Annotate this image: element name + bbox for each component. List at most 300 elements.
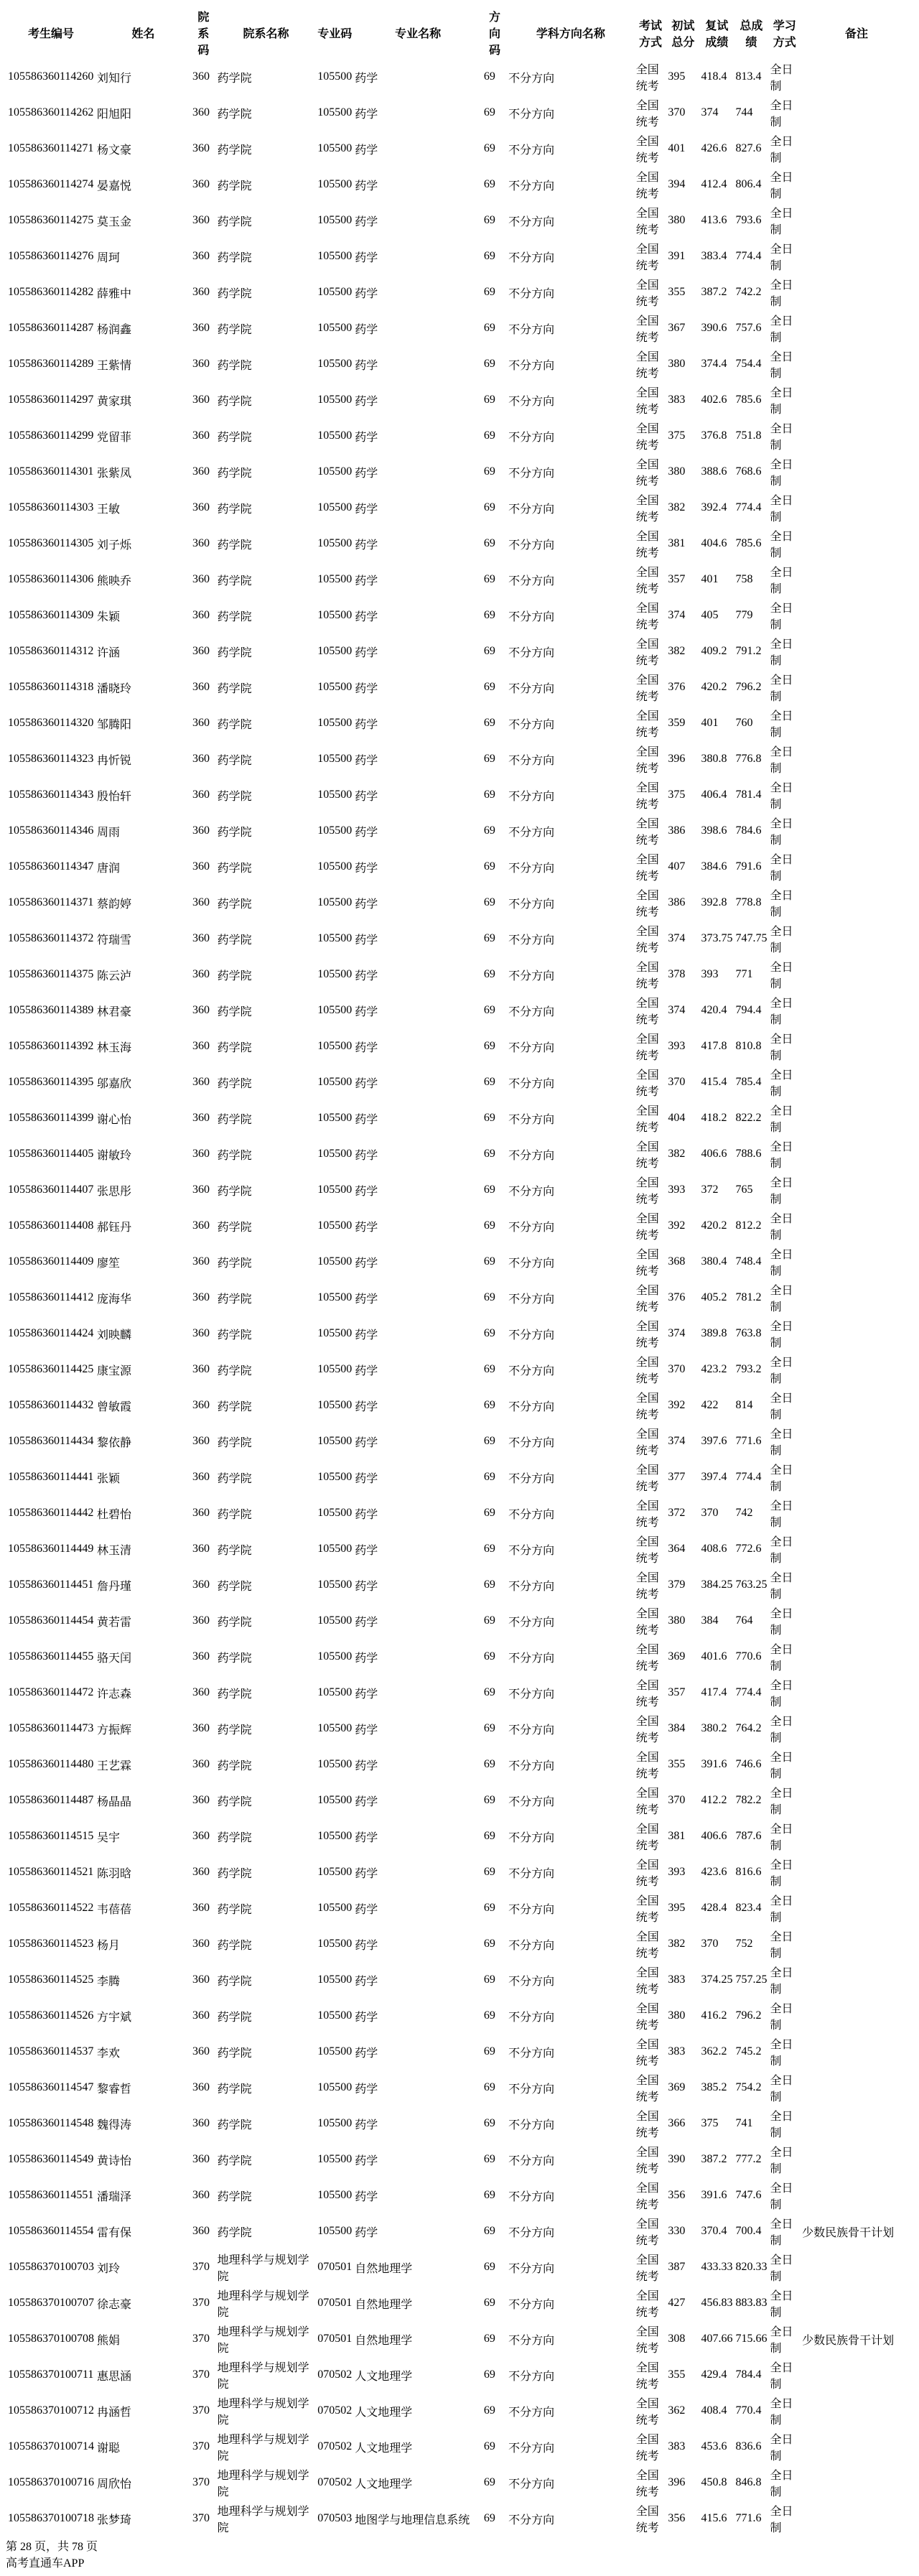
cell-remark xyxy=(801,2286,912,2320)
cell-initial-score: 356 xyxy=(668,2512,686,2524)
cell-dept-name: 药学院 xyxy=(217,1185,252,1198)
table-row xyxy=(7,778,912,812)
cell-dept-name: 药学院 xyxy=(217,1400,252,1413)
cell-dept-code: 360 xyxy=(192,681,210,693)
cell-dir-code: 69 xyxy=(483,1435,495,1447)
cell-remark xyxy=(801,598,912,633)
cell-total-score: 796.2 xyxy=(735,2009,762,2022)
cell-dir-name: 不分方向 xyxy=(508,1472,555,1485)
cell-total-score: 748.4 xyxy=(735,1255,762,1268)
cell-major-name: 药学 xyxy=(355,610,378,623)
cell-remark xyxy=(801,1352,912,1387)
table-row xyxy=(7,526,912,561)
cell-major-code: 105500 xyxy=(317,1219,353,1232)
cell-study-mode: 全日制 xyxy=(770,1787,793,1816)
cell-remark xyxy=(801,1640,912,1674)
cell-major-name: 地图学与地理信息系统 xyxy=(355,2514,470,2526)
cell-dir-code: 69 xyxy=(483,2225,495,2237)
cell-student-id: 105586360114305 xyxy=(8,537,94,549)
cell-exam-type: 全国统考 xyxy=(635,1895,659,1924)
cell-name: 熊映乔 xyxy=(97,575,132,587)
cell-initial-score: 374 xyxy=(668,1435,686,1447)
cell-dir-code: 69 xyxy=(483,1902,495,1914)
cell-dept-name: 药学院 xyxy=(217,323,252,336)
cell-dept-code: 360 xyxy=(192,2117,210,2129)
cell-dir-name: 不分方向 xyxy=(508,2262,555,2275)
table-row xyxy=(7,383,912,417)
cell-initial-score: 380 xyxy=(668,2009,686,2022)
cell-exam-type: 全国统考 xyxy=(635,1572,659,1601)
cell-major-name: 药学 xyxy=(355,503,378,516)
cell-dept-code: 360 xyxy=(192,501,210,513)
cell-retest-score: 408.6 xyxy=(701,1543,727,1555)
cell-total-score: 813.4 xyxy=(735,70,762,83)
cell-dir-name: 不分方向 xyxy=(508,2083,555,2096)
cell-dept-code: 360 xyxy=(192,645,210,657)
cell-initial-score: 381 xyxy=(668,537,686,549)
cell-total-score: 820.33 xyxy=(735,2261,768,2273)
cell-dept-name: 药学院 xyxy=(217,1508,252,1521)
cell-total-score: 772.6 xyxy=(735,1543,762,1555)
cell-exam-type: 全国统考 xyxy=(635,2434,659,2463)
cell-initial-score: 308 xyxy=(668,2333,686,2345)
cell-dir-name: 不分方向 xyxy=(508,1652,555,1665)
cell-retest-score: 415.6 xyxy=(701,2512,727,2524)
cell-student-id: 105586360114526 xyxy=(8,2009,94,2022)
cell-dept-code: 370 xyxy=(192,2261,210,2273)
cell-dept-name: 药学院 xyxy=(217,467,252,480)
cell-dir-name: 不分方向 xyxy=(508,431,555,444)
table-row xyxy=(7,634,912,669)
cell-study-mode: 全日制 xyxy=(770,782,793,811)
cell-study-mode: 全日制 xyxy=(770,1500,793,1529)
cell-name: 张紫凤 xyxy=(97,467,132,480)
header-major-name: 专业名称 xyxy=(395,28,442,40)
cell-dept-code: 360 xyxy=(192,2081,210,2093)
cell-major-code: 105500 xyxy=(317,501,353,513)
cell-student-id: 105586360114522 xyxy=(8,1902,94,1914)
cell-student-id: 105586360114449 xyxy=(8,1543,94,1555)
cell-remark xyxy=(801,1532,912,1566)
cell-initial-score: 393 xyxy=(668,1184,686,1196)
cell-major-code: 105500 xyxy=(317,1866,353,1878)
table-row xyxy=(7,670,912,705)
cell-study-mode: 全日制 xyxy=(770,1141,793,1170)
cell-dir-code: 69 xyxy=(483,2009,495,2022)
cell-total-score: 742.2 xyxy=(735,286,762,298)
cell-retest-score: 392.8 xyxy=(701,896,727,908)
cell-initial-score: 374 xyxy=(668,609,686,621)
cell-dept-code: 360 xyxy=(192,2009,210,2022)
cell-initial-score: 393 xyxy=(668,1040,686,1052)
cell-major-code: 070502 xyxy=(317,2440,353,2452)
cell-name: 郝钰丹 xyxy=(97,1221,132,1234)
cell-dir-code: 69 xyxy=(483,2333,495,2345)
cell-dept-name: 药学院 xyxy=(217,251,252,264)
cell-major-code: 105500 xyxy=(317,1614,353,1627)
cell-study-mode: 全日制 xyxy=(770,1033,793,1062)
cell-dir-name: 不分方向 xyxy=(508,934,555,947)
cell-major-code: 105500 xyxy=(317,1902,353,1914)
cell-study-mode: 全日制 xyxy=(770,1357,793,1385)
cell-exam-type: 全国统考 xyxy=(635,962,659,990)
cell-exam-type: 全国统考 xyxy=(635,1823,659,1852)
cell-name: 刘玲 xyxy=(97,2262,121,2275)
cell-major-name: 药学 xyxy=(355,2154,378,2167)
cell-major-code: 105500 xyxy=(317,2009,353,2022)
cell-dir-code: 69 xyxy=(483,1363,495,1375)
cell-dir-name: 不分方向 xyxy=(508,1580,555,1593)
cell-exam-type: 全国统考 xyxy=(635,100,659,129)
cell-remark xyxy=(801,670,912,705)
cell-major-code: 105500 xyxy=(317,753,353,765)
cell-major-code: 105500 xyxy=(317,1040,353,1052)
cell-study-mode: 全日制 xyxy=(770,603,793,631)
cell-retest-score: 426.6 xyxy=(701,142,727,154)
cell-major-name: 药学 xyxy=(355,251,378,264)
cell-dir-code: 69 xyxy=(483,1471,495,1483)
header-dept-code: 院系码 xyxy=(197,11,210,57)
cell-study-mode: 全日制 xyxy=(770,2182,793,2211)
cell-exam-type: 全国统考 xyxy=(635,1392,659,1421)
header-initial-score: 初试总分 xyxy=(671,19,695,49)
cell-dept-name: 药学院 xyxy=(217,1580,252,1593)
cell-initial-score: 380 xyxy=(668,1614,686,1627)
cell-dept-code: 360 xyxy=(192,1758,210,1770)
table-row xyxy=(7,2358,912,2392)
cell-initial-score: 387 xyxy=(668,2261,686,2273)
cell-total-score: 771.6 xyxy=(735,2512,762,2524)
cell-dir-name: 不分方向 xyxy=(508,575,555,587)
cell-dept-name: 药学院 xyxy=(217,1329,252,1342)
cell-name: 党留菲 xyxy=(97,431,132,444)
cell-major-name: 药学 xyxy=(355,718,378,731)
cell-major-name: 药学 xyxy=(355,2226,378,2239)
cell-dir-name: 不分方向 xyxy=(508,2226,555,2239)
header-retest-score: 复试成绩 xyxy=(705,19,729,49)
cell-name: 谢敏玲 xyxy=(97,1149,132,1162)
cell-dir-name: 不分方向 xyxy=(508,2478,555,2491)
cell-total-score: 746.6 xyxy=(735,1758,762,1770)
cell-name: 杨晶晶 xyxy=(97,1795,132,1808)
table-row xyxy=(7,2250,912,2284)
cell-dept-name: 药学院 xyxy=(217,1472,252,1485)
cell-major-code: 105500 xyxy=(317,2153,353,2165)
cell-remark xyxy=(801,1029,912,1064)
cell-dept-code: 360 xyxy=(192,609,210,621)
cell-major-code: 105500 xyxy=(317,1255,353,1268)
cell-name: 陈羽晗 xyxy=(97,1867,132,1880)
cell-major-code: 105500 xyxy=(317,286,353,298)
cell-exam-type: 全国统考 xyxy=(635,2075,659,2103)
cell-total-score: 776.8 xyxy=(735,753,762,765)
cell-remark xyxy=(801,275,912,310)
cell-major-code: 105500 xyxy=(317,2225,353,2237)
cell-total-score: 747.75 xyxy=(735,932,768,944)
cell-exam-type: 全国统考 xyxy=(635,1931,659,1960)
cell-dir-name: 不分方向 xyxy=(508,646,555,659)
cell-initial-score: 376 xyxy=(668,681,686,693)
cell-exam-type: 全国统考 xyxy=(635,2182,659,2211)
cell-remark xyxy=(801,1927,912,1961)
cell-exam-type: 全国统考 xyxy=(635,890,659,919)
cell-student-id: 105586360114472 xyxy=(8,1686,94,1698)
cell-name: 黎依静 xyxy=(97,1436,132,1449)
cell-exam-type: 全国统考 xyxy=(635,1357,659,1385)
cell-total-score: 779 xyxy=(735,609,753,621)
cell-dir-name: 不分方向 xyxy=(508,2298,555,2311)
cell-major-code: 105500 xyxy=(317,1758,353,1770)
cell-dir-name: 不分方向 xyxy=(508,1544,555,1557)
cell-retest-score: 370 xyxy=(701,1507,719,1519)
cell-exam-type: 全国统考 xyxy=(635,818,659,847)
cell-dir-name: 不分方向 xyxy=(508,682,555,695)
cell-major-code: 105500 xyxy=(317,1794,353,1806)
cell-dir-code: 69 xyxy=(483,1255,495,1268)
cell-student-id: 105586360114551 xyxy=(8,2189,94,2201)
cell-major-name: 药学 xyxy=(355,1221,378,1234)
cell-remark xyxy=(801,634,912,669)
cell-exam-type: 全国统考 xyxy=(635,1608,659,1637)
cell-remark xyxy=(801,419,912,453)
cell-exam-type: 全国统考 xyxy=(635,2254,659,2283)
document-page xyxy=(6,6,913,2570)
cell-major-name: 药学 xyxy=(355,1724,378,1736)
cell-retest-score: 412.2 xyxy=(701,1794,727,1806)
cell-initial-score: 370 xyxy=(668,1363,686,1375)
cell-study-mode: 全日制 xyxy=(770,351,793,380)
cell-dir-code: 69 xyxy=(483,429,495,442)
cell-remark xyxy=(801,814,912,848)
cell-dir-code: 69 xyxy=(483,789,495,801)
cell-major-name: 药学 xyxy=(355,1688,378,1701)
cell-exam-type: 全国统考 xyxy=(635,1428,659,1457)
cell-major-name: 药学 xyxy=(355,1149,378,1162)
table-body xyxy=(7,60,912,2536)
cell-exam-type: 全国统考 xyxy=(635,1105,659,1134)
cell-retest-score: 372 xyxy=(701,1184,719,1196)
cell-study-mode: 全日制 xyxy=(770,710,793,739)
cell-total-score: 768.6 xyxy=(735,465,762,478)
cell-retest-score: 376.8 xyxy=(701,429,727,442)
cell-dept-name: 药学院 xyxy=(217,1616,252,1629)
cell-name: 曾敏霞 xyxy=(97,1400,132,1413)
cell-dir-code: 69 xyxy=(483,1040,495,1052)
cell-exam-type: 全国统考 xyxy=(635,1716,659,1744)
cell-retest-score: 391.6 xyxy=(701,2189,727,2201)
cell-study-mode: 全日制 xyxy=(770,315,793,344)
cell-dept-code: 360 xyxy=(192,1686,210,1698)
cell-retest-score: 405.2 xyxy=(701,1291,727,1303)
cell-study-mode: 全日制 xyxy=(770,136,793,164)
cell-student-id: 105586360114454 xyxy=(8,1614,94,1627)
cell-study-mode: 全日制 xyxy=(770,100,793,129)
cell-total-score: 763.25 xyxy=(735,1578,768,1591)
cell-dir-name: 不分方向 xyxy=(508,359,555,372)
cell-dept-name: 地理科学与规划学院 xyxy=(217,2434,309,2463)
cell-exam-type: 全国统考 xyxy=(635,2039,659,2068)
cell-name: 许志森 xyxy=(97,1688,132,1701)
cell-exam-type: 全国统考 xyxy=(635,136,659,164)
cell-initial-score: 382 xyxy=(668,1938,686,1950)
cell-total-score: 812.2 xyxy=(735,1219,762,1232)
cell-retest-score: 416.2 xyxy=(701,2009,727,2022)
header-exam-type: 考试方式 xyxy=(639,19,663,49)
cell-major-code: 105500 xyxy=(317,717,353,729)
cell-total-score: 771 xyxy=(735,968,753,980)
cell-dir-name: 不分方向 xyxy=(508,2370,555,2383)
cell-retest-score: 409.2 xyxy=(701,645,727,657)
cell-student-id: 105586360114523 xyxy=(8,1938,94,1950)
cell-dept-name: 药学院 xyxy=(217,395,252,408)
cell-major-code: 105500 xyxy=(317,1327,353,1339)
cell-dir-name: 不分方向 xyxy=(508,1939,555,1952)
cell-study-mode: 全日制 xyxy=(770,2075,793,2103)
cell-retest-score: 373.75 xyxy=(701,932,733,944)
table-row xyxy=(7,60,912,94)
cell-total-score: 765 xyxy=(735,1184,753,1196)
cell-remark xyxy=(801,2465,912,2500)
cell-dir-code: 69 xyxy=(483,142,495,154)
cell-exam-type: 全国统考 xyxy=(635,1177,659,1206)
cell-retest-score: 413.6 xyxy=(701,214,727,226)
cell-dir-code: 69 xyxy=(483,609,495,621)
table-row xyxy=(7,1855,912,1889)
cell-initial-score: 380 xyxy=(668,358,686,370)
cell-study-mode: 全日制 xyxy=(770,1105,793,1134)
cell-major-name: 自然地理学 xyxy=(355,2298,413,2311)
cell-remark xyxy=(801,2070,912,2105)
cell-major-code: 105500 xyxy=(317,2117,353,2129)
cell-major-name: 药学 xyxy=(355,323,378,336)
cell-remark xyxy=(801,455,912,489)
cell-dir-code: 69 xyxy=(483,1938,495,1950)
cell-exam-type: 全国统考 xyxy=(635,1644,659,1673)
cell-total-score: 793.6 xyxy=(735,214,762,226)
cell-total-score: 760 xyxy=(735,717,753,729)
cell-major-code: 105500 xyxy=(317,968,353,980)
cell-name: 王紫情 xyxy=(97,359,132,372)
cell-dept-name: 药学院 xyxy=(217,1077,252,1090)
cell-name: 徐志豪 xyxy=(97,2298,132,2311)
cell-dir-name: 不分方向 xyxy=(508,539,555,552)
cell-major-name: 药学 xyxy=(355,539,378,552)
cell-student-id: 105586360114375 xyxy=(8,968,94,980)
cell-major-code: 105500 xyxy=(317,1291,353,1303)
cell-name: 刘知行 xyxy=(97,72,132,85)
cell-dept-name: 药学院 xyxy=(217,934,252,947)
cell-dept-name: 地理科学与规划学院 xyxy=(217,2254,309,2283)
cell-retest-score: 450.8 xyxy=(701,2476,727,2488)
cell-exam-type: 全国统考 xyxy=(635,2218,659,2247)
cell-dir-code: 69 xyxy=(483,681,495,693)
header-name: 姓名 xyxy=(131,28,155,40)
cell-major-code: 105500 xyxy=(317,1399,353,1411)
cell-retest-score: 417.8 xyxy=(701,1040,727,1052)
cell-major-name: 药学 xyxy=(355,1867,378,1880)
cell-dept-code: 360 xyxy=(192,286,210,298)
cell-major-name: 药学 xyxy=(355,575,378,587)
cell-exam-type: 全国统考 xyxy=(635,495,659,524)
cell-dir-name: 不分方向 xyxy=(508,323,555,336)
cell-dir-code: 69 xyxy=(483,2476,495,2488)
cell-dept-code: 360 xyxy=(192,932,210,944)
cell-remark xyxy=(801,2106,912,2141)
cell-student-id: 105586360114441 xyxy=(8,1471,94,1483)
cell-student-id: 105586360114455 xyxy=(8,1650,94,1663)
header-total-score: 总成绩 xyxy=(740,19,763,49)
cell-major-name: 药学 xyxy=(355,1041,378,1054)
cell-major-name: 药学 xyxy=(355,2047,378,2060)
cell-total-score: 764.2 xyxy=(735,1722,762,1734)
cell-student-id: 105586360114303 xyxy=(8,501,94,513)
cell-dept-code: 360 xyxy=(192,1219,210,1232)
cell-dir-code: 69 xyxy=(483,1686,495,1698)
cell-remark xyxy=(801,1388,912,1423)
cell-study-mode: 全日制 xyxy=(770,423,793,452)
cell-dir-name: 不分方向 xyxy=(508,2047,555,2060)
cell-initial-score: 383 xyxy=(668,1973,686,1986)
cell-study-mode: 全日制 xyxy=(770,1644,793,1673)
cell-dept-name: 药学院 xyxy=(217,108,252,121)
cell-dept-name: 药学院 xyxy=(217,1257,252,1270)
cell-remark xyxy=(801,1460,912,1494)
cell-dir-name: 不分方向 xyxy=(508,1257,555,1270)
cell-dir-name: 不分方向 xyxy=(508,1400,555,1413)
cell-name: 吴宇 xyxy=(97,1831,121,1844)
cell-dept-code: 370 xyxy=(192,2297,210,2309)
cell-dept-code: 360 xyxy=(192,789,210,801)
cell-dept-name: 药学院 xyxy=(217,72,252,85)
cell-dept-code: 360 xyxy=(192,2225,210,2237)
cell-total-score: 777.2 xyxy=(735,2153,762,2165)
cell-study-mode: 全日制 xyxy=(770,1428,793,1457)
table-row xyxy=(7,167,912,202)
cell-dir-code: 69 xyxy=(483,465,495,478)
cell-major-name: 药学 xyxy=(355,467,378,480)
cell-dir-name: 不分方向 xyxy=(508,970,555,982)
cell-major-code: 070503 xyxy=(317,2512,353,2524)
cell-dir-code: 69 xyxy=(483,1399,495,1411)
cell-name: 詹丹瑾 xyxy=(97,1580,132,1593)
cell-exam-type: 全国统考 xyxy=(635,2326,659,2355)
cell-retest-score: 380.2 xyxy=(701,1722,727,1734)
cell-total-score: 785.4 xyxy=(735,1076,762,1088)
cell-dir-name: 不分方向 xyxy=(508,610,555,623)
cell-major-name: 药学 xyxy=(355,970,378,982)
cell-major-name: 药学 xyxy=(355,1903,378,1916)
cell-retest-score: 401 xyxy=(701,573,719,585)
cell-name: 杜碧怡 xyxy=(97,1508,132,1521)
cell-name: 李腾 xyxy=(97,1975,121,1988)
cell-dir-code: 69 xyxy=(483,358,495,370)
cell-total-score: 774.4 xyxy=(735,1686,762,1698)
cell-total-score: 791.6 xyxy=(735,860,762,873)
cell-major-name: 药学 xyxy=(355,395,378,408)
cell-initial-score: 374 xyxy=(668,1004,686,1016)
cell-student-id: 105586360114318 xyxy=(8,681,94,693)
table-row xyxy=(7,239,912,274)
cell-dir-name: 不分方向 xyxy=(508,1149,555,1162)
cell-remark xyxy=(801,490,912,525)
cell-dept-name: 药学院 xyxy=(217,1005,252,1018)
cell-retest-score: 406.6 xyxy=(701,1830,727,1842)
cell-dir-code: 69 xyxy=(483,717,495,729)
cell-remark xyxy=(801,993,912,1028)
cell-dept-code: 360 xyxy=(192,1543,210,1555)
cell-major-code: 105500 xyxy=(317,1435,353,1447)
cell-retest-score: 380.8 xyxy=(701,753,727,765)
